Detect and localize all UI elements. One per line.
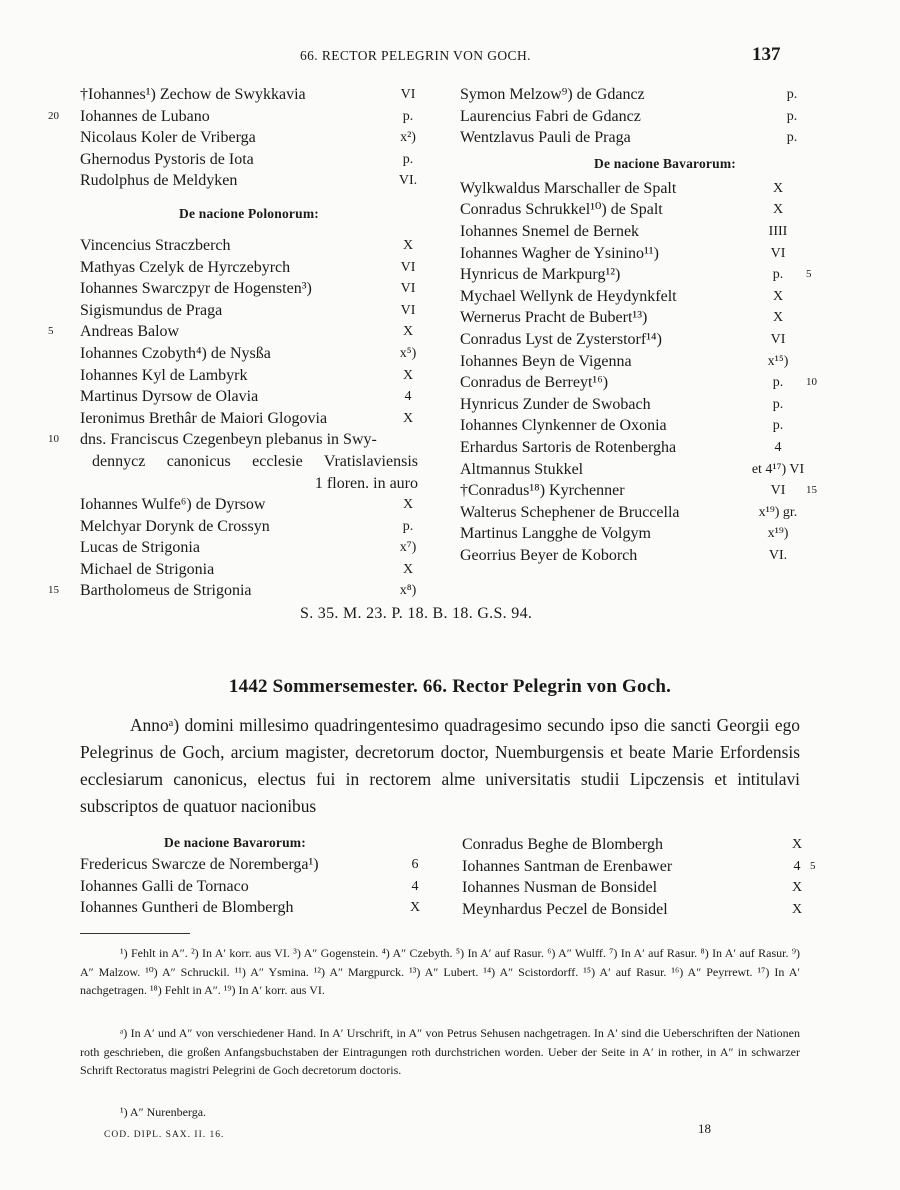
- entry-row: [460, 502, 840, 524]
- entry-fee: p.: [772, 375, 784, 391]
- right-rows-a: [460, 84, 840, 149]
- entry-row: [460, 307, 840, 329]
- entry-row: [460, 394, 840, 416]
- left-rows-b: [48, 235, 420, 429]
- entry-name: Walterus Schephener de Bruccella: [460, 503, 680, 521]
- entry-name: Iohannes Santman de Erenbawer: [462, 857, 673, 875]
- entry-fee: p.: [402, 151, 414, 167]
- entry-name: Vincencius Straczberch: [80, 236, 231, 254]
- entry-row: [460, 459, 840, 481]
- entry-row: [48, 343, 420, 365]
- entry-fee: 4: [793, 858, 801, 874]
- entry-name: Iohannes Swarczpyr de Hogensten³): [80, 280, 312, 298]
- entry-fee: p.: [772, 267, 784, 283]
- entry-fee: X: [791, 901, 803, 917]
- entry-fee: p.: [772, 418, 784, 434]
- entry-fee: x¹⁵): [767, 353, 789, 369]
- entry-fee: p.: [786, 87, 798, 102]
- entry-fee: 6: [411, 857, 419, 872]
- franciscus-entry: [48, 429, 420, 494]
- entry-fee: x⁸): [399, 583, 417, 599]
- entry-row: [460, 199, 840, 221]
- entry-name: Martinus Langghe de Volgym: [460, 525, 651, 543]
- entry-fee: x⁷): [399, 540, 417, 556]
- entry-row: [48, 300, 420, 322]
- entry-name: Iohannes Guntheri de Blombergh: [80, 899, 294, 917]
- entry-fee: VI: [400, 302, 416, 318]
- entry-name: Georrius Beyer de Koborch: [460, 546, 638, 564]
- line-number: 5: [48, 325, 54, 338]
- entry-name: Andreas Balow: [80, 323, 180, 341]
- entry-row: [460, 329, 840, 351]
- footnotes-numbered: ¹) Fehlt in A″. ²) In A′ korr. aus VI. ³) A″ Gogenstein. ⁴) A″ Czebyth. ⁵) In A′ auf Rasur. ⁶) A″ Wulff. ⁷) In A′ auf Rasur. ⁸) In A′ auf Rasur. ⁹) A″ Malzow. ¹⁰) A″ Schruckil. ¹¹) A″ Ysmina. ¹²) A″ Margpurck. ¹³) A″ Lubert. ¹⁴) A″ Scistordorff. ¹⁵) A′ auf Rasur. ¹⁶) A″ Peyrrewt. ¹⁷) In A′ nachgetragen. ¹⁸) Fehlt in A″. ¹⁹) In A′ korr. aus VI.: [80, 946, 800, 997]
- entry-fee: VI.: [398, 173, 418, 189]
- entry-fee: X: [402, 324, 414, 340]
- entry-name: Wylkwaldus Marschaller de Spalt: [460, 179, 677, 197]
- entry-row: [462, 877, 822, 899]
- entry-row: [48, 149, 420, 171]
- entry-fee: X: [791, 880, 803, 896]
- entry-row: [48, 408, 420, 430]
- line-number: 10: [48, 433, 59, 446]
- line-number: 15: [806, 484, 817, 497]
- entry-row: [48, 84, 420, 106]
- footnote-a: ᵃ) In A′ und A″ von verschiedener Hand. In A′ Urschrift, in A″ von Petrus Sehusen nachgetragen. In A′ sind die Ueberschriften der Nationen roth geschrieben, die großen Anfangsbuchstaben der Eintragungen roth durchstrichen worden. Ueber der Seite in A′ in rother, in A″ in schwarzer Schrift Rectoratus magistri Pelegrini de Goch decretorum doctoris.: [80, 1026, 800, 1077]
- entry-row: [48, 580, 420, 602]
- line-number: 10: [806, 376, 817, 389]
- entry-name: Iohannes Beyn de Vigenna: [460, 352, 632, 370]
- entry-row: [462, 834, 822, 856]
- entry-row: [80, 897, 420, 919]
- footer-signature: 18: [698, 1121, 711, 1136]
- entry-row: [80, 854, 420, 876]
- entry-row: [48, 235, 420, 257]
- entry-fee: x²): [400, 130, 416, 146]
- entry-fee: p.: [402, 108, 414, 124]
- entry-name: Fredericus Swarcze de Noremberga¹): [80, 856, 319, 873]
- entry-row: [48, 386, 420, 408]
- entry-fee: X: [772, 310, 784, 326]
- entry-fee: x¹⁹): [767, 526, 789, 542]
- entry-fee: et 4¹⁷) VI: [751, 461, 805, 477]
- entry-fee: VI.: [768, 547, 788, 563]
- entry-row: [48, 559, 420, 581]
- left-rows-c: [48, 494, 420, 602]
- entry-name: Sigismundus de Praga: [80, 301, 223, 319]
- entry-name: Wernerus Pracht de Bubert¹³): [460, 309, 648, 327]
- entry-name: Mychael Wellynk de Heydynkfelt: [460, 287, 677, 305]
- entry-row: [48, 321, 420, 343]
- franciscus-line3: 1 floren. in auro: [314, 474, 418, 492]
- entry-fee: IIII: [768, 223, 788, 239]
- entry-fee: p.: [402, 518, 414, 534]
- entry-fee: 4: [404, 389, 412, 405]
- entry-row: [460, 480, 840, 502]
- entry-fee: X: [402, 367, 414, 383]
- entry-row: [460, 243, 840, 265]
- entry-row: [80, 876, 420, 898]
- entry-fee: X: [772, 180, 784, 196]
- entry-row: [460, 286, 840, 308]
- entry-row: [460, 221, 840, 243]
- entry-name: Meynhardus Peczel de Bonsidel: [462, 900, 668, 918]
- section-title: 1442 Sommersemester. 66. Rector Pelegrin von Goch.: [228, 676, 672, 697]
- entry-fee: X: [402, 410, 414, 426]
- footer-source: COD. DIPL. SAX. II. 16.: [104, 1130, 225, 1140]
- entry-name: Ghernodus Pystoris de Iota: [80, 150, 254, 168]
- left-subhead-polonorum: De nacione Polonorum:: [179, 205, 319, 221]
- entry-fee: VI: [400, 87, 416, 102]
- footnote-rule: [80, 933, 190, 934]
- entry-row: [460, 415, 840, 437]
- entry-row: [48, 494, 420, 516]
- entry-row: [460, 545, 840, 567]
- right-column: [460, 84, 840, 566]
- entry-name: Conradus Lyst de Zysterstorf¹⁴): [460, 330, 662, 348]
- entry-row: [460, 372, 840, 394]
- entry-name: Conradus Schrukkel¹⁰) de Spalt: [460, 201, 663, 219]
- entry-row: [48, 537, 420, 559]
- footnote-nurenberga: ¹) A″ Nurenberga.: [120, 1105, 207, 1119]
- entry-name: Hynricus de Markpurg¹²): [460, 266, 621, 284]
- line-number: 15: [48, 584, 59, 597]
- running-header: [0, 44, 900, 68]
- lower-right-column: [462, 834, 822, 920]
- entry-fee: VI: [770, 245, 786, 261]
- entry-name: Iohannes Czobyth⁴) de Nysßa: [80, 344, 271, 362]
- left-rows-a: [48, 84, 420, 192]
- intro-paragraph: [80, 712, 800, 820]
- entry-row: [462, 899, 822, 921]
- entry-name: Iohannes Kyl de Lambyrk: [80, 366, 248, 384]
- line-number: 20: [48, 109, 59, 122]
- entry-name: †Conradus¹⁸) Kyrchenner: [460, 482, 625, 500]
- entry-row: [460, 84, 840, 106]
- entry-row: [460, 523, 840, 545]
- entry-name: Iohannes Clynkenner de Oxonia: [460, 417, 667, 435]
- page-number: 137: [752, 44, 781, 65]
- entry-fee: X: [402, 561, 414, 577]
- paragraph-text: Annoᵃ) domini millesimo quadringentesimo quadragesimo secundo ipso die sancti Georgii ego Pelegrinus de Goch, arcium magister, decretorum doctor, Nuemburgensis et beate Marie Erfordensis ecclesiarum canonicus, electus fui in rectorem alme universitatis studii Lipczensis et intitulavi subscriptos de quatuor nacionibus: [80, 715, 800, 816]
- entry-fee: VI: [770, 483, 786, 499]
- entry-fee: X: [402, 237, 414, 253]
- semester-totals: S. 35. M. 23. P. 18. B. 18. G.S. 94.: [300, 605, 533, 622]
- entry-fee: VI: [400, 259, 416, 275]
- lower-right-rows: [462, 834, 822, 920]
- entry-name: Iohannes de Lubano: [80, 107, 210, 125]
- entry-name: Laurencius Fabri de Gdancz: [460, 107, 641, 125]
- entry-fee: p.: [786, 130, 798, 146]
- entry-fee: p.: [786, 108, 798, 124]
- entry-fee: X: [791, 837, 803, 852]
- entry-row: [460, 351, 840, 373]
- franciscus-line2: dennycz canonicus ecclesie Vratislaviensis: [92, 452, 418, 470]
- entry-name: Iohannes Wulfe⁶) de Dyrsow: [80, 496, 266, 514]
- lower-subhead-bavarorum: De nacione Bavarorum:: [164, 835, 306, 850]
- entry-row: [48, 365, 420, 387]
- header-title: 66. RECTOR PELEGRIN VON GOCH.: [300, 48, 531, 63]
- lower-left-rows: [80, 854, 420, 919]
- entry-name: Iohannes Wagher de Ysinino¹¹): [460, 244, 659, 262]
- entry-name: Bartholomeus de Strigonia: [80, 582, 252, 600]
- entry-fee: X: [402, 497, 414, 513]
- entry-fee: X: [409, 900, 421, 916]
- entry-name: Martinus Dyrsow de Olavia: [80, 388, 259, 406]
- entry-name: Iohannes Galli de Tornaco: [80, 877, 249, 895]
- entry-row: [460, 127, 840, 149]
- entry-row: [460, 178, 840, 200]
- entry-name: Rudolphus de Meldyken: [80, 172, 238, 190]
- entry-fee: X: [772, 288, 784, 304]
- entry-fee: x⁵): [399, 345, 417, 361]
- entry-name: Conradus de Berreyt¹⁶): [460, 374, 609, 392]
- entry-row: [462, 856, 822, 878]
- right-rows-b: [460, 178, 840, 567]
- entry-name: Mathyas Czelyk de Hyrczebyrch: [80, 258, 291, 276]
- entry-fee: 4: [774, 439, 782, 455]
- entry-name: Altmannus Stukkel: [460, 460, 584, 478]
- entry-name: Melchyar Dorynk de Crossyn: [80, 517, 270, 535]
- entry-name: †Iohannes¹) Zechow de Swykkavia: [80, 86, 306, 103]
- entry-row: [48, 127, 420, 149]
- entry-name: Michael de Strigonia: [80, 560, 215, 578]
- left-column: [48, 84, 420, 602]
- franciscus-line1: dns. Franciscus Czegenbeyn plebanus in Swy-: [80, 431, 377, 449]
- entry-name: Lucas de Strigonia: [80, 539, 200, 557]
- entry-row: [460, 106, 840, 128]
- entry-name: Nicolaus Koler de Vriberga: [80, 129, 256, 147]
- entry-row: [48, 257, 420, 279]
- entry-name: Conradus Beghe de Blombergh: [462, 836, 664, 853]
- entry-name: Iohannes Nusman de Bonsidel: [462, 879, 658, 897]
- entry-name: Symon Melzow⁹) de Gdancz: [460, 86, 645, 103]
- entry-name: Hynricus Zunder de Swobach: [460, 395, 651, 413]
- lower-left-column: [80, 832, 420, 919]
- entry-row: [48, 278, 420, 300]
- entry-row: [48, 170, 420, 192]
- entry-row: [48, 106, 420, 128]
- entry-fee: x¹⁹) gr.: [758, 504, 798, 520]
- entry-fee: X: [772, 202, 784, 218]
- line-number: 5: [806, 268, 812, 281]
- entry-fee: VI: [400, 281, 416, 297]
- right-subhead-bavarorum: De nacione Bavarorum:: [594, 155, 736, 171]
- entry-fee: 4: [411, 878, 419, 894]
- entry-name: Wentzlavus Pauli de Praga: [460, 129, 631, 147]
- entry-name: Iohannes Snemel de Bernek: [460, 222, 640, 240]
- entry-row: [48, 516, 420, 538]
- entry-row: [460, 264, 840, 286]
- entry-row: [460, 437, 840, 459]
- entry-fee: VI: [770, 331, 786, 347]
- entry-name: Ieronimus Brethâr de Maiori Glogovia: [80, 409, 328, 427]
- line-number: 5: [810, 859, 816, 872]
- entry-name: Erhardus Sartoris de Rotenbergha: [460, 438, 677, 456]
- entry-fee: p.: [772, 396, 784, 412]
